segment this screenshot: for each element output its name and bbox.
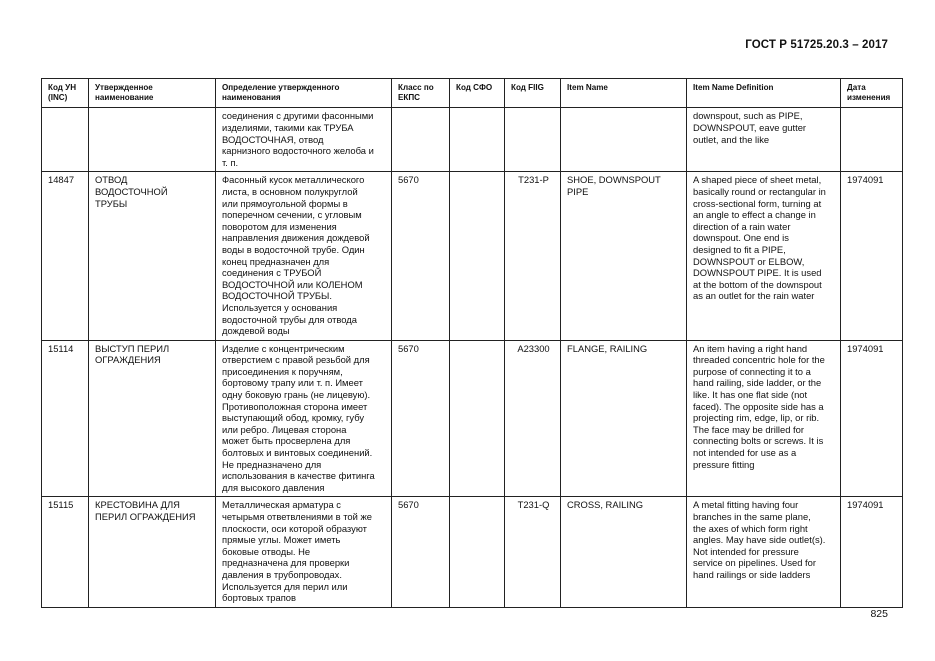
table-row (42, 497, 903, 607)
cell-sfo-code (450, 497, 505, 607)
cell-definition: Металлическая арматура с четырьмя ответвлениями в той же плоскости, оси которой образуют прямые углы. Может иметь боковые отводы. Не предназначена для проверки давления в трубопроводах. Используется для перил или бортовых трапов (216, 497, 392, 607)
col-header-fiig-code: Код FIIG (505, 79, 561, 108)
cell-change-date: 1974091 (841, 340, 903, 497)
table-row (42, 340, 903, 497)
cell-fiig-code: T231-P (505, 172, 561, 340)
cell-ekps-class (392, 108, 450, 172)
cell-item-name: SHOE, DOWNSPOUT PIPE (561, 172, 687, 340)
cell-item-definition: A shaped piece of sheet metal, basically round or rectangular in cross-sectional form, turning at an angle to effect a change in direction of a rain water downspout. One end is designed to fit a PIPE, DOWNSPOUT or ELBOW, DOWNSPOUT PIPE. It is used at the bottom of the downspout as an outlet for the rain water (687, 172, 841, 340)
cell-inc: 14847 (42, 172, 89, 340)
col-header-ekps-class: Класс по ЕКПС (392, 79, 450, 108)
cell-change-date: 1974091 (841, 497, 903, 607)
cell-item-definition: An item having a right hand threaded concentric hole for the purpose of connecting it to a hand railing, side ladder, or the like. It has one flat side (not faced). The opposite side has a projecting rim, edge, lip, or rib. The face may be drilled for connecting bolts or screws. It is not intended for use as a pressure fitting (687, 340, 841, 497)
cell-ekps-class: 5670 (392, 172, 450, 340)
table-row (42, 108, 903, 172)
cell-definition: Фасонный кусок металлического листа, в основном полукруглой или прямоугольной формы в поперечном сечении, с угловым поворотом для изменения направления движения дождевой воды в водосточной трубе. Один конец предназначен для соединения с ТРУБОЙ ВОДОСТОЧНОЙ или КОЛЕНОМ ВОДОСТОЧНОЙ ТРУБЫ. Используется у основания водосточной трубы для отвода дождевой воды (216, 172, 392, 340)
catalog-table (41, 78, 903, 608)
cell-approved-name: КРЕСТОВИНА ДЛЯ ПЕРИЛ ОГРАЖДЕНИЯ (89, 497, 216, 607)
cell-fiig-code (505, 108, 561, 172)
cell-approved-name: ВЫСТУП ПЕРИЛ ОГРАЖДЕНИЯ (89, 340, 216, 497)
col-header-approved-name: Утвержденное наименование (89, 79, 216, 108)
cell-change-date (841, 108, 903, 172)
document-code: ГОСТ Р 51725.20.3 – 2017 (745, 39, 888, 51)
cell-ekps-class: 5670 (392, 340, 450, 497)
cell-fiig-code: T231-Q (505, 497, 561, 607)
cell-sfo-code (450, 172, 505, 340)
cell-inc: 15115 (42, 497, 89, 607)
cell-item-definition: downspout, such as PIPE, DOWNSPOUT, eave gutter outlet, and the like (687, 108, 841, 172)
cell-inc (42, 108, 89, 172)
cell-item-name: FLANGE, RAILING (561, 340, 687, 497)
cell-item-name (561, 108, 687, 172)
cell-sfo-code (450, 340, 505, 497)
cell-approved-name: ОТВОД ВОДОСТОЧНОЙ ТРУБЫ (89, 172, 216, 340)
col-header-definition: Определение утвержденного наименования (216, 79, 392, 108)
cell-change-date: 1974091 (841, 172, 903, 340)
table-row (42, 172, 903, 340)
cell-definition: соединения с другими фасонными изделиями, такими как ТРУБА ВОДОСТОЧНАЯ, отвод карнизного водосточного желоба и т. п. (216, 108, 392, 172)
col-header-change-date: Дата изменения (841, 79, 903, 108)
col-header-sfo-code: Код СФО (450, 79, 505, 108)
cell-fiig-code: A23300 (505, 340, 561, 497)
cell-definition: Изделие с концентрическим отверстием с правой резьбой для присоединения к поручням, бортовому трапу или т. п. Имеет одну боковую грань (не лицевую). Противоположная сторона имеет выступающий обод, кромку, губу или ребро. Лицевая сторона может быть просверлена для болтовых и винтовых соединений. Не предназначено для использования в качестве фитинга для высокого давления (216, 340, 392, 497)
cell-item-name: CROSS, RAILING (561, 497, 687, 607)
cell-ekps-class: 5670 (392, 497, 450, 607)
table-header-row (42, 79, 903, 108)
page-number: 825 (870, 608, 888, 620)
cell-approved-name (89, 108, 216, 172)
col-header-item-definition: Item Name Definition (687, 79, 841, 108)
cell-sfo-code (450, 108, 505, 172)
cell-inc: 15114 (42, 340, 89, 497)
col-header-inc: Код УН (INC) (42, 79, 89, 108)
cell-item-definition: A metal fitting having four branches in the same plane, the axes of which form right angles. May have side outlet(s). Not intended for pressure service on pipelines. Used for hand railings or side ladders (687, 497, 841, 607)
col-header-item-name: Item Name (561, 79, 687, 108)
